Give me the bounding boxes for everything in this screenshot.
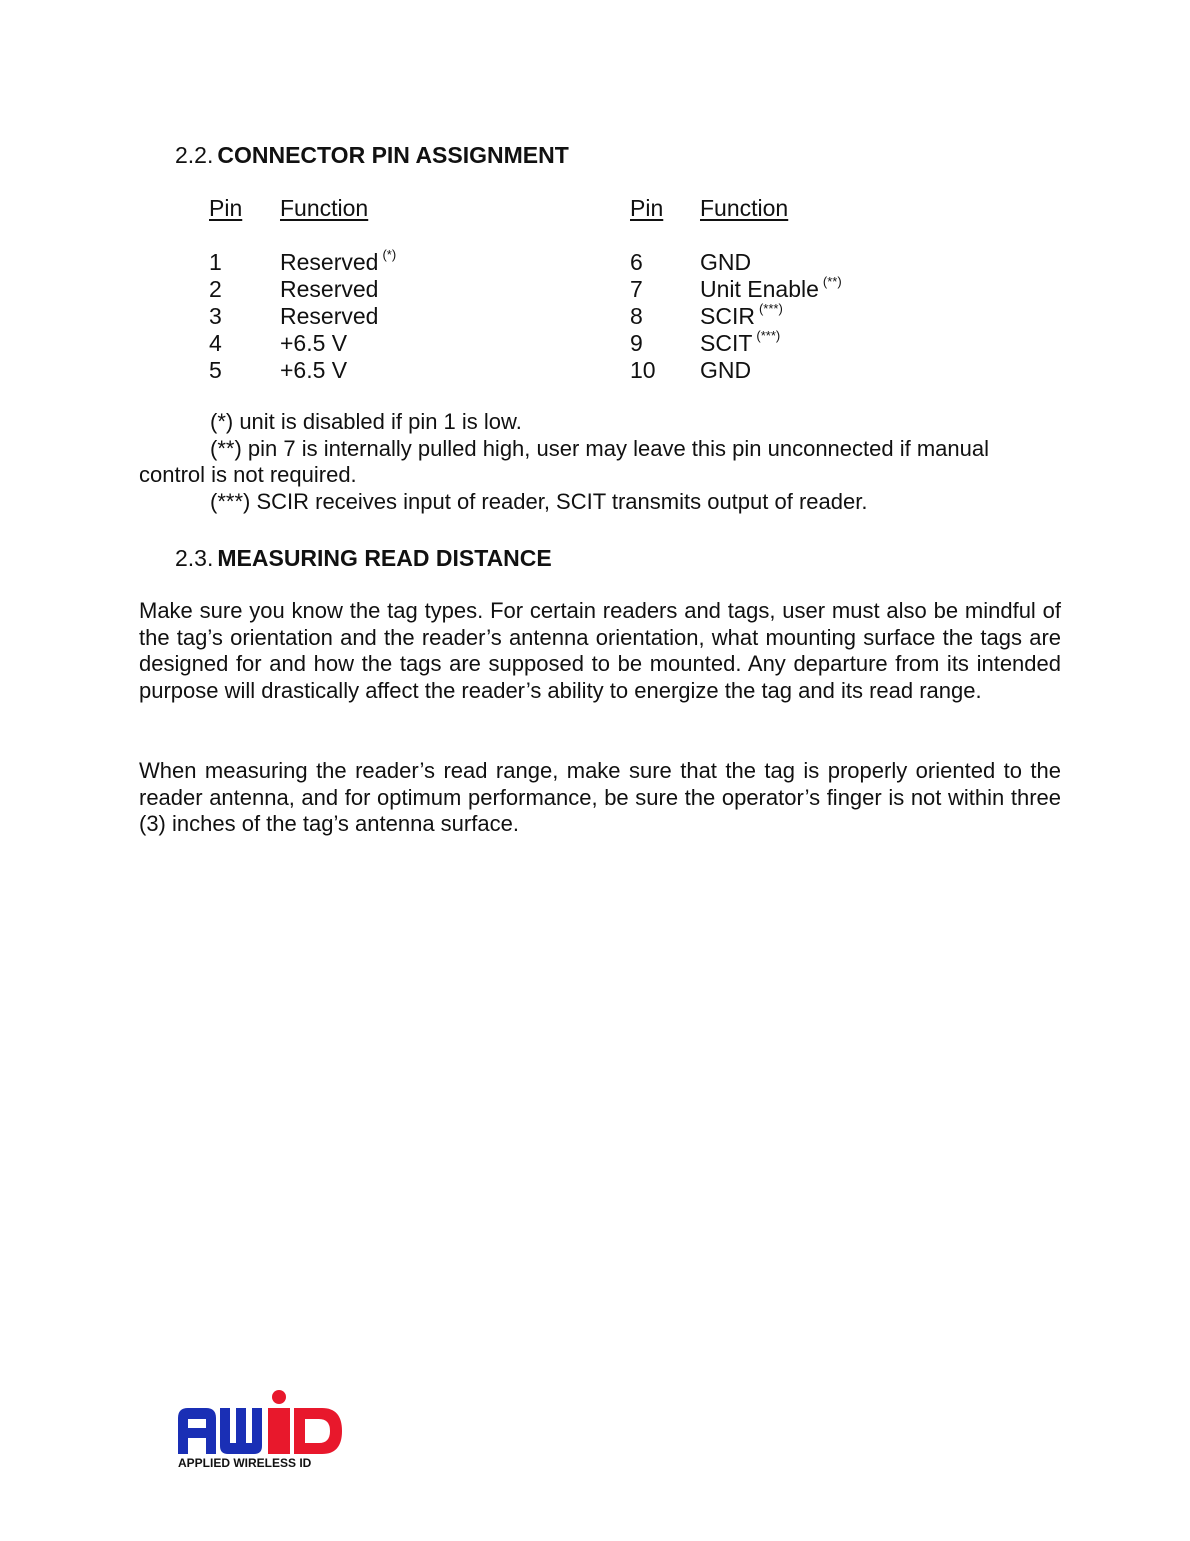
pin-function [700,303,783,330]
pin-function [700,276,842,303]
pin-function: +6.5 V [280,330,348,356]
pin-function-text: SCIR [700,303,755,329]
pin-number: 3 [209,303,222,329]
footnote-marker: (**) [822,274,842,289]
footnote: (***) SCIR receives input of reader, SCIT transmits output of reader. [210,489,868,515]
section-title: MEASURING READ DISTANCE [217,545,552,571]
section-number: 2.2. [175,142,214,168]
section-number: 2.3. [175,545,214,571]
pin-number: 2 [209,276,222,302]
pin-number: 1 [209,249,222,275]
pin-function: GND [700,357,752,383]
function-header-right: Function [700,195,789,221]
logo-tagline: APPLIED WIRELESS ID [178,1456,312,1470]
pin-function-text: SCIT [700,330,753,356]
section-heading-read-distance [175,544,552,572]
pin-header-right: Pin [630,195,664,221]
section-title: CONNECTOR PIN ASSIGNMENT [217,142,569,168]
pin-number: 6 [630,249,643,275]
pin-number: 8 [630,303,643,329]
pin-number: 10 [630,357,656,383]
pin-number: 7 [630,276,643,302]
section-heading-connector [175,141,569,169]
pin-header-left: Pin [209,195,243,221]
footnote: (*) unit is disabled if pin 1 is low. [210,409,522,434]
body-paragraph: Make sure you know the tag types. For certain readers and tags, user must also be mindful of the tag’s orientation and the reader’s antenna orientation, what mounting surface the tags are designed for and how the tags are supposed to be mounted. Any departure from its intended purpose will drastically affect the reader’s ability to energize the tag and its read range. [139,598,1061,704]
pin-function: +6.5 V [280,357,348,383]
pin-function-text: Unit Enable [700,276,819,302]
footnote-marker: (***) [758,301,783,316]
pin-function [280,249,396,276]
pin-function: Reserved [280,276,379,302]
footnote-marker: (***) [756,328,781,343]
body-paragraph: When measuring the reader’s read range, make sure that the tag is properly oriented to the reader antenna, and for optimum performance, be sure the operator’s finger is not within three (3) inches of the tag’s antenna surface. [139,758,1061,837]
pin-function: Reserved [280,303,379,329]
logo-i-dot [272,1390,286,1404]
footnote-marker: (*) [382,247,397,262]
pin-number: 5 [209,357,222,383]
logo-letter-w [220,1408,262,1454]
function-header-left: Function [280,195,369,221]
pin-function-text: Reserved [280,249,379,275]
footnotes [139,409,1061,516]
pin-function [700,330,780,357]
pin-function: GND [700,249,752,275]
logo-letter-a [178,1408,216,1454]
logo-letter-i [268,1408,290,1454]
footnote: (**) pin 7 is internally pulled high, user may leave this pin unconnected if manual control is not required. [139,435,989,488]
pin-number: 9 [630,330,643,356]
logo-letter-d [294,1408,342,1454]
pin-number: 4 [209,330,222,356]
